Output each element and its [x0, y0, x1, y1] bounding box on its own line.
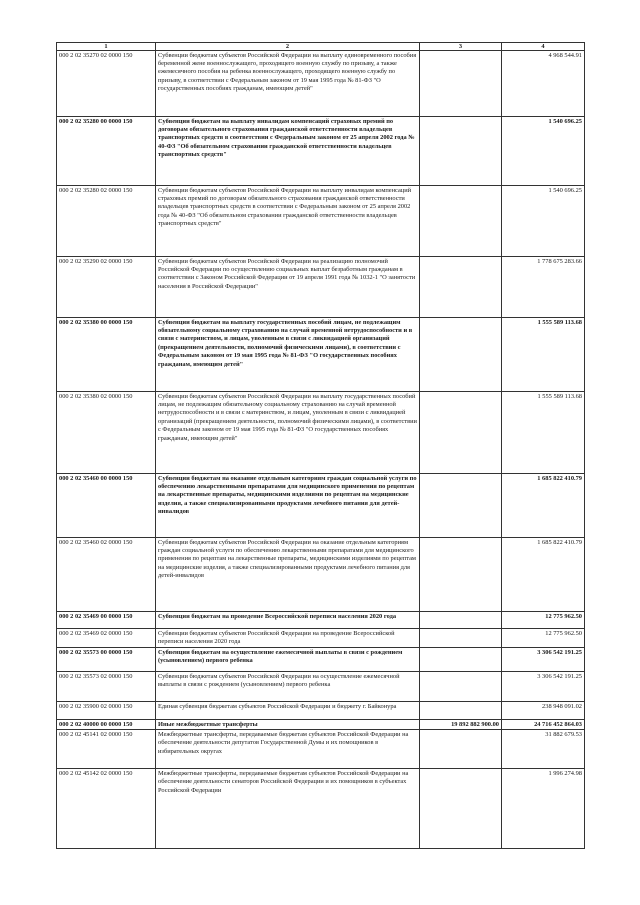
budget-code-cell: 000 2 02 35460 02 0000 150 [57, 538, 156, 612]
budget-code-cell: 000 2 02 40000 00 0000 150 [57, 720, 156, 730]
document-page [56, 42, 584, 849]
table-row [57, 612, 585, 629]
description-cell: Субвенции бюджетам на осуществление ежемесячной выплаты в связи с рождением (усыновлением) первого ребенка [156, 648, 420, 672]
description-cell: Субвенции бюджетам субъектов Российской Федерации на реализацию полномочий Российской Федерации по осуществлению социальных выплат безработным гражданам в соответствии с Законом Российской Федерации от 19 апреля 1991 года № 1032-1 "О занятости населения в Российской Федерации" [156, 257, 420, 318]
table-row [57, 648, 585, 672]
column-number-row [57, 43, 585, 51]
budget-code-cell: 000 2 02 35380 00 0000 150 [57, 318, 156, 392]
executed-amount-cell: 1 996 274.98 [502, 769, 585, 849]
budget-code-cell: 000 2 02 35380 02 0000 150 [57, 392, 156, 474]
plan-amount-cell [420, 186, 502, 257]
plan-amount-cell [420, 538, 502, 612]
plan-amount-cell [420, 612, 502, 629]
budget-code-cell: 000 2 02 35460 00 0000 150 [57, 474, 156, 538]
executed-amount-cell: 3 306 542 191.25 [502, 672, 585, 702]
description-cell: Субвенции бюджетам субъектов Российской Федерации на осуществление ежемесячной выплаты в связи с рождением (усыновлением) первого ребенка [156, 672, 420, 702]
executed-amount-cell: 1 555 589 113.68 [502, 392, 585, 474]
executed-amount-cell: 4 968 544.91 [502, 51, 585, 117]
table-row [57, 257, 585, 318]
table-row [57, 629, 585, 648]
executed-amount-cell: 1 555 589 113.68 [502, 318, 585, 392]
budget-code-cell: 000 2 02 35469 02 0000 150 [57, 629, 156, 648]
budget-code-cell: 000 2 02 35900 02 0000 150 [57, 702, 156, 720]
description-cell: Иные межбюджетные трансферты [156, 720, 420, 730]
table-row [57, 392, 585, 474]
budget-code-cell: 000 2 02 35290 02 0000 150 [57, 257, 156, 318]
table-row [57, 186, 585, 257]
executed-amount-cell: 24 716 452 864.03 [502, 720, 585, 730]
budget-code-cell: 000 2 02 45141 02 0000 150 [57, 730, 156, 769]
executed-amount-cell: 12 775 962.50 [502, 612, 585, 629]
plan-amount-cell [420, 392, 502, 474]
description-cell: Межбюджетные трансферты, передаваемые бюджетам субъектов Российской Федерации на обеспечение деятельности сенаторов Российской Федерации и их помощников в субъектах Российской Федерации [156, 769, 420, 849]
column-number-3: 3 [420, 43, 502, 51]
description-cell: Субвенции бюджетам субъектов Российской Федерации на проведение Всероссийской переписи населения 2020 года [156, 629, 420, 648]
plan-amount-cell [420, 702, 502, 720]
executed-amount-cell: 1 540 696.25 [502, 117, 585, 186]
description-cell: Субвенции бюджетам субъектов Российской Федерации на выплату единовременного пособия беременной жене военнослужащего, проходящего военную службу по призыву, а также ежемесячного пособия на ребенка военнослужащего, проходящего военную службу по призыву, в соответствии с Федеральным законом от 19 мая 1995 года № 81-ФЗ "О государственных пособиях гражданам, имеющим детей" [156, 51, 420, 117]
description-cell: Субвенции бюджетам на проведение Всероссийской переписи населения 2020 года [156, 612, 420, 629]
table-row [57, 769, 585, 849]
description-cell: Единая субвенция бюджетам субъектов Российской Федерации и бюджету г. Байконура [156, 702, 420, 720]
table-row [57, 702, 585, 720]
budget-code-cell: 000 2 02 35280 00 0000 150 [57, 117, 156, 186]
plan-amount-cell [420, 672, 502, 702]
budget-code-cell: 000 2 02 35280 02 0000 150 [57, 186, 156, 257]
plan-amount-cell [420, 648, 502, 672]
description-cell: Субвенции бюджетам субъектов Российской Федерации на оказание отдельным категориям граждан социальной услуги по обеспечению лекарственными препаратами для медицинского применения по рецептам на лекарственные препараты, медицинскими изделиями по рецептам на медицинские изделия, а также специализированными продуктами лечебного питания для детей-инвалидов [156, 538, 420, 612]
plan-amount-cell [420, 629, 502, 648]
description-cell: Субвенции бюджетам субъектов Российской Федерации на выплату государственных пособий лицам, не подлежащим обязательному социальному страхованию на случай временной нетрудоспособности и в связи с материнством, и лицам, уволенным в связи с ликвидацией организаций (прекращением деятельности, полномочий физическими лицами), в соответствии с Федеральным законом от 19 мая 1995 года № 81-ФЗ "О государственных пособиях гражданам, имеющим детей" [156, 392, 420, 474]
plan-amount-cell [420, 117, 502, 186]
executed-amount-cell: 12 775 962.50 [502, 629, 585, 648]
description-cell: Межбюджетные трансферты, передаваемые бюджетам субъектов Российской Федерации на обеспечение деятельности депутатов Государственной Думы и их помощников в избирательных округах [156, 730, 420, 769]
table-row [57, 538, 585, 612]
description-cell: Субвенции бюджетам на оказание отдельным категориям граждан социальной услуги по обеспечению лекарственными препаратами для медицинского применения по рецептам на лекарственные препараты, медицинскими изделиями по рецептам на медицинские изделия, а также специализированными продуктами лечебного питания для детей-инвалидов [156, 474, 420, 538]
budget-code-cell: 000 2 02 35573 02 0000 150 [57, 672, 156, 702]
executed-amount-cell: 1 540 696.25 [502, 186, 585, 257]
column-number-4: 4 [502, 43, 585, 51]
plan-amount-cell [420, 474, 502, 538]
budget-code-cell: 000 2 02 35270 02 0000 150 [57, 51, 156, 117]
table-body [57, 51, 585, 849]
plan-amount-cell [420, 318, 502, 392]
description-cell: Субвенции бюджетам на выплату инвалидам компенсаций страховых премий по договорам обязательного страхования гражданской ответственности владельцев транспортных средств в соответствии с Федеральным законом от 25 апреля 2002 года № 40-ФЗ "Об обязательном страховании гражданской ответственности владельцев транспортных средств" [156, 117, 420, 186]
table-row [57, 720, 585, 730]
budget-code-cell: 000 2 02 45142 02 0000 150 [57, 769, 156, 849]
description-cell: Субвенции бюджетам на выплату государственных пособий лицам, не подлежащим обязательному социальному страхованию на случай временной нетрудоспособности и в связи с материнством, и лицам, уволенным в связи с ликвидацией организаций (прекращением деятельности, полномочий физическими лицами), в соответствии с Федеральным законом от 19 мая 1995 года № 81-ФЗ "О государственных пособиях гражданам, имеющим детей" [156, 318, 420, 392]
table-row [57, 474, 585, 538]
description-cell: Субвенции бюджетам субъектов Российской Федерации на выплату инвалидам компенсаций страховых премий по договорам обязательного страхования гражданской ответственности владельцев транспортных средств в соответствии с Федеральным законом от 25 апреля 2002 года № 40-ФЗ "Об обязательном страховании гражданской ответственности владельцев транспортных средств" [156, 186, 420, 257]
executed-amount-cell: 1 778 675 283.66 [502, 257, 585, 318]
executed-amount-cell: 31 882 679.53 [502, 730, 585, 769]
table-row [57, 672, 585, 702]
budget-code-cell: 000 2 02 35469 00 0000 150 [57, 612, 156, 629]
column-number-1: 1 [57, 43, 156, 51]
plan-amount-cell [420, 51, 502, 117]
table-row [57, 318, 585, 392]
executed-amount-cell: 3 306 542 191.25 [502, 648, 585, 672]
executed-amount-cell: 1 685 822 410.79 [502, 538, 585, 612]
plan-amount-cell: 19 892 882 900.00 [420, 720, 502, 730]
plan-amount-cell [420, 769, 502, 849]
table-row [57, 117, 585, 186]
plan-amount-cell [420, 730, 502, 769]
budget-code-cell: 000 2 02 35573 00 0000 150 [57, 648, 156, 672]
table-row [57, 730, 585, 769]
plan-amount-cell [420, 257, 502, 318]
column-number-2: 2 [156, 43, 420, 51]
budget-table [56, 42, 585, 849]
executed-amount-cell: 1 685 822 410.79 [502, 474, 585, 538]
executed-amount-cell: 238 948 091.02 [502, 702, 585, 720]
table-row [57, 51, 585, 117]
